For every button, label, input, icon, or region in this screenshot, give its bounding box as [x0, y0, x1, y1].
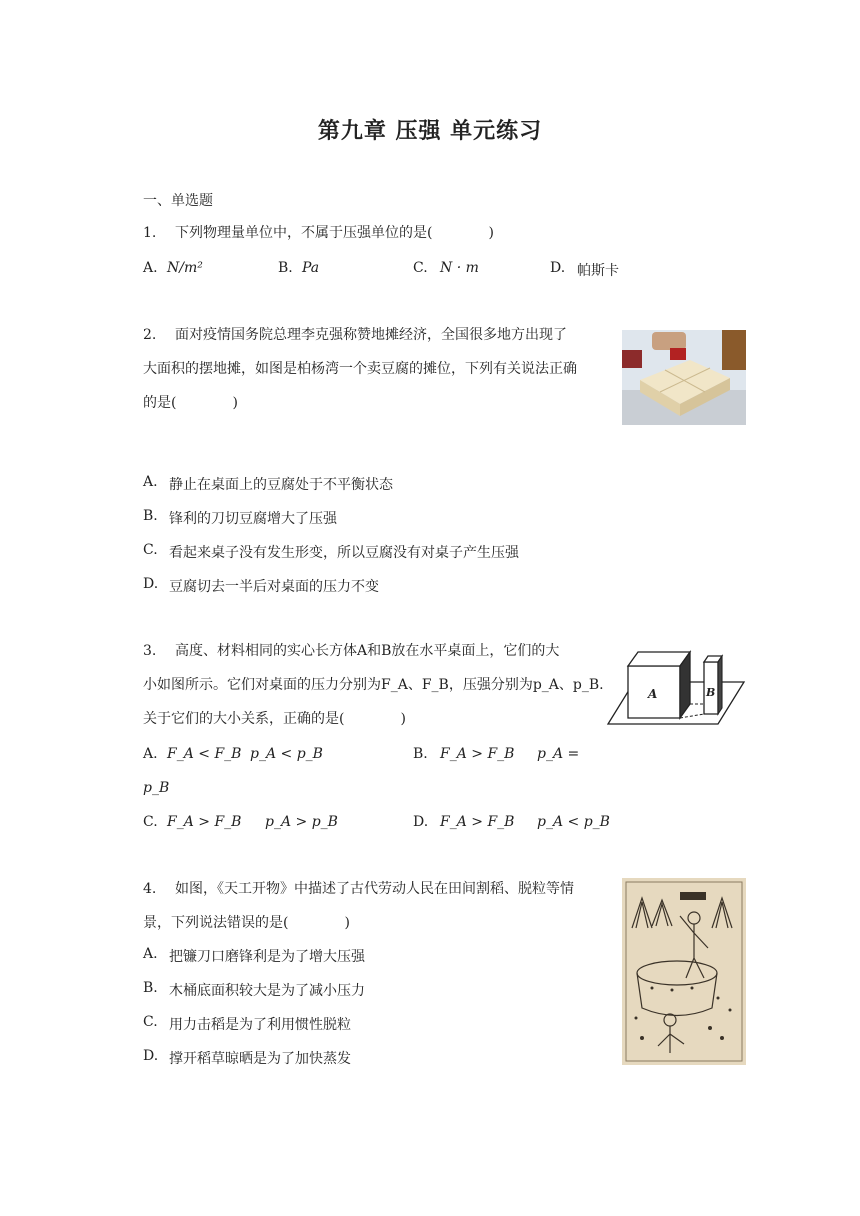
page-title: 第九章 压强 单元练习 — [317, 119, 543, 144]
option-pressure-wrap: p_B — [143, 780, 170, 796]
option-text: N/m² — [167, 260, 203, 276]
option-pressure: p_A < p_B — [250, 746, 323, 762]
option-force: F_A > F_B — [440, 746, 515, 762]
section-heading: 一、单选题 — [143, 193, 213, 209]
question-number: 3. — [143, 643, 157, 659]
question-number: 1. — [143, 225, 157, 241]
option-text: 木桶底面积较大是为了减小压力 — [169, 983, 365, 999]
option-label: B. — [278, 260, 293, 276]
option-label: B. — [143, 980, 158, 996]
option-pressure: p_A > p_B — [265, 814, 338, 830]
question-stem-line: 如图，《天工开物》中描述了古代劳动人民在田间割稻、脱粒等情 — [175, 881, 574, 897]
option-text: 看起来桌子没有发生形变，所以豆腐没有对桌子产生压强 — [169, 545, 519, 561]
cuboid-diagram — [606, 644, 748, 734]
option-label: C. — [143, 542, 158, 558]
question-stem-line: 关于它们的大小关系，正确的是( ) — [143, 711, 406, 727]
option-label: B. — [413, 746, 428, 762]
option-force: F_A > F_B — [440, 814, 515, 830]
question-stem: 下列物理量单位中，不属于压强单位的是( ) — [175, 225, 494, 241]
option-pressure: p_A = — [537, 746, 580, 762]
question-stem-line: 高度、材料相同的实心长方体A和B放在水平桌面上，它们的大 — [175, 643, 560, 659]
option-pressure: p_A < p_B — [537, 814, 610, 830]
option-force: F_A > F_B — [167, 814, 242, 830]
question-stem-line: 面对疫情国务院总理李克强称赞地摊经济，全国很多地方出现了 — [175, 327, 567, 343]
option-text: 静止在桌面上的豆腐处于不平衡状态 — [169, 477, 393, 493]
option-label: D. — [143, 1048, 159, 1064]
tofu-stall-photo — [622, 330, 746, 425]
question-stem-line: 小如图所示。它们对桌面的压力分别为F_A、F_B，压强分别为p_A、p_B. — [143, 677, 604, 693]
option-text: 锋利的刀切豆腐增大了压强 — [169, 511, 337, 527]
option-label: C. — [143, 1014, 158, 1030]
question-stem-line: 景，下列说法错误的是( ) — [143, 915, 350, 931]
option-label: B. — [143, 508, 158, 524]
question-number: 2. — [143, 327, 157, 343]
question-stem-line: 大面积的摆地摊，如图是柏杨湾一个卖豆腐的摊位，下列有关说法正确 — [143, 361, 577, 377]
option-force: F_A < F_B — [167, 746, 242, 762]
option-label: A. — [143, 260, 158, 276]
option-label: D. — [550, 260, 566, 276]
option-label: A. — [143, 746, 158, 762]
option-label: D. — [413, 814, 429, 830]
option-text: 用力击稻是为了利用惯性脱粒 — [169, 1017, 351, 1033]
option-text: 帕斯卡 — [577, 263, 619, 279]
cuboid-b-label: B — [706, 686, 716, 699]
option-text: 豆腐切去一半后对桌面的压力不变 — [169, 579, 379, 595]
option-label: D. — [143, 576, 159, 592]
cuboid-a-label: A — [648, 687, 658, 701]
tiangong-kaiwu-illustration — [622, 878, 746, 1065]
option-text: N · m — [440, 260, 479, 276]
question-number: 4. — [143, 881, 157, 897]
option-label: C. — [143, 814, 158, 830]
question-stem-line: 的是( ) — [143, 395, 238, 411]
option-text: 撑开稻草晾晒是为了加快蒸发 — [169, 1051, 351, 1067]
option-text: Pa — [302, 260, 320, 276]
option-label: C. — [413, 260, 428, 276]
option-label: A. — [143, 474, 158, 490]
option-label: A. — [143, 946, 158, 962]
option-text: 把镰刀口磨锋利是为了增大压强 — [169, 949, 365, 965]
